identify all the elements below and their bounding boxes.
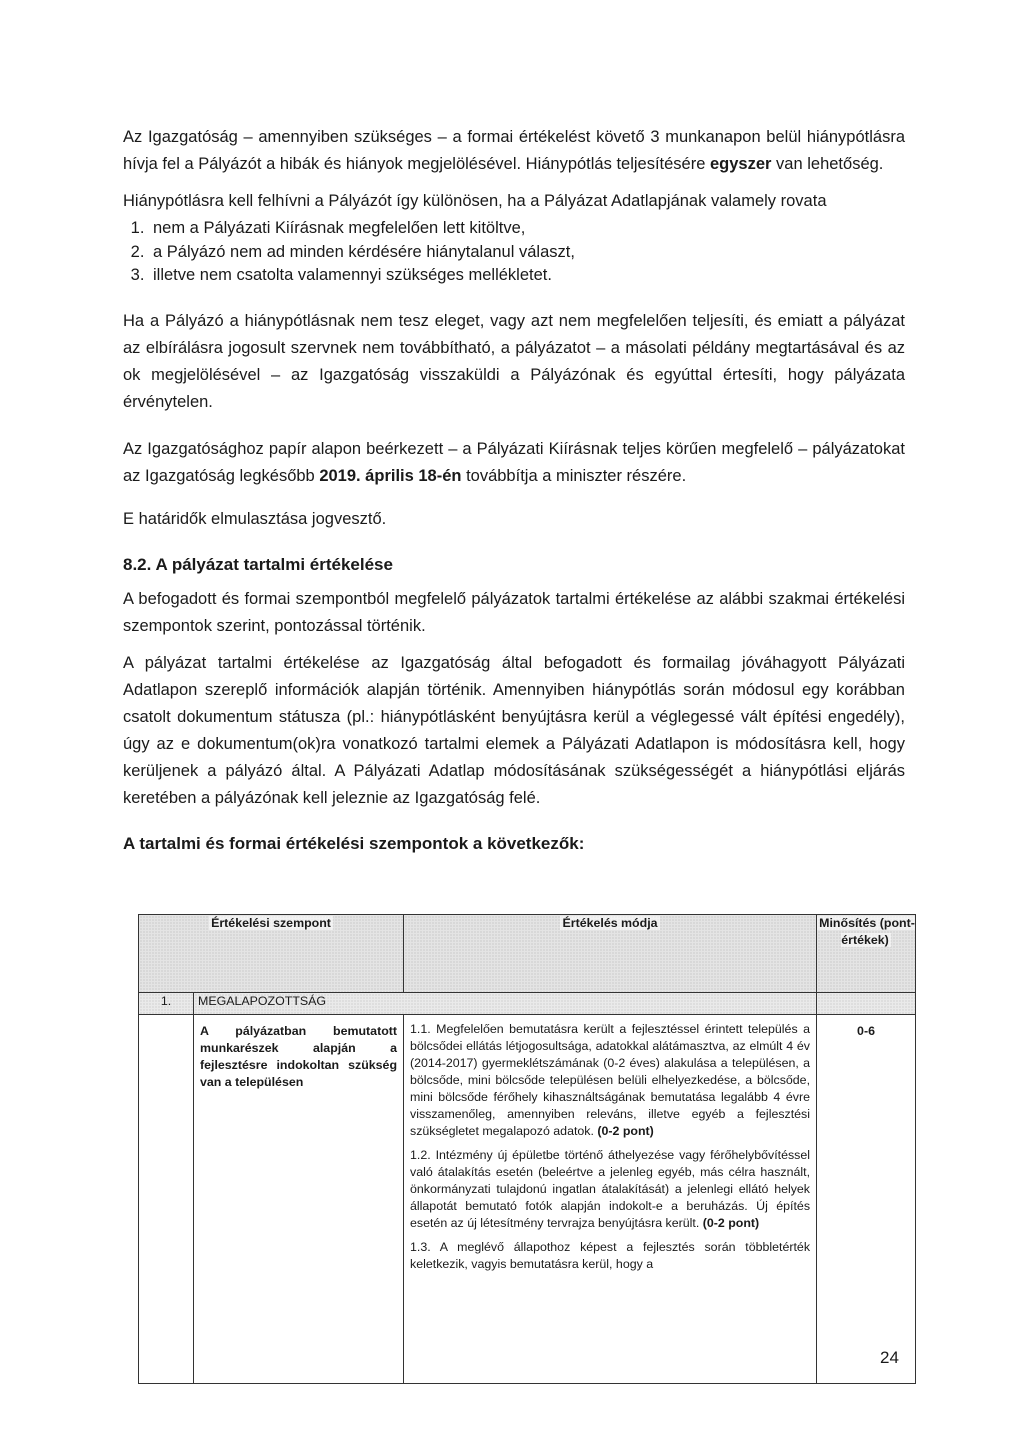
- method-item: 1.2. Intézmény új épületbe történő áthelyezése vagy férőhelybővítéssel való átalakítás esetén (beleértve a jelenleg egyéb, más célra használt, önkormányzati tulajdonú ingatlan átalakítását) a jelenlegi ellátó helyek állapotát bemutató fotók alapján indokolt-e a beruházás. Új építés esetén az új létesítmény tervrajza benyújtásra került. (0-2 pont): [410, 1148, 811, 1230]
- table-section-row: [139, 993, 916, 1015]
- paragraph-evaluation-intro: A befogadott és formai szempontból megfelelő pályázatok tartalmi értékelése az alábbi szakmai értékelési szempontok szerint, pontozással történik.: [123, 589, 905, 635]
- paragraph-deficiency-cases: Hiánypótlásra kell felhívni a Pályázót így különösen, ha a Pályázat Adatlapjának valamely rovata: [123, 192, 827, 210]
- paragraph-evaluation-basis: A pályázat tartalmi értékelése az Igazgatóság által befogadott és formailag jóváhagyott Pályázati Adatlapon szereplő információk alapján történik. Amennyiben hiánypótlás során módosul egy korábban csatolt dokumentum státusza (pl.: hiánypótlásként benyújtásra kerül a véglegessé vált építési engedély), úgy az e dokumentum(ok)ra vonatkozó tartalmi elemek a Pályázati Adatlapon is módosításra kell, hogy kerüljenek a pályázó által. A Pályázati Adatlap módosításának szükségességét a hiánypótlási eljárás keretében a pályázónak kell jeleznie az Igazgatóság felé.: [123, 653, 905, 807]
- section-row-number: 1.: [139, 993, 194, 1015]
- section-title: A pályázat tartalmi értékelése: [155, 554, 393, 574]
- criterion-cell: A pályázatban bemutatott munkarészek alapján a fejlesztésre indokoltan szükség van a településen: [194, 1015, 404, 1384]
- paragraph-invalid-application: Ha a Pályázó a hiánypótlásnak nem tesz eleget, vagy azt nem megfelelően teljesíti, és emiatt a pályázat az elbírálásra jogosult szervnek nem továbbítható, a pályázatot – a másolati példány megtartásával és az ok megjelölésével – az Igazgatóság visszaküldi a Pályázónak és egyúttal értesíti, hogy pályázata érvénytelen.: [123, 311, 905, 411]
- page-number: 24: [880, 1348, 899, 1367]
- header-method: Értékelés módja: [404, 915, 817, 993]
- section-heading: [123, 551, 905, 578]
- document-body: [123, 124, 905, 857]
- score-cell: 0-6: [817, 1015, 916, 1384]
- paragraph-deficiency-call: Az Igazgatóság – amennyiben szükséges – a formai értékelést követő 3 munkanapon belül hiánypótlásra hívja fel a Pályázót a hibák és hiányok megjelölésével. Hiánypótlás teljesítésére egyszer van lehetőség.: [123, 128, 905, 173]
- evaluation-criteria-table: [138, 914, 916, 1384]
- criteria-heading: A tartalmi és formai értékelési szempontok a következők:: [123, 833, 585, 853]
- header-criterion: Értékelési szempont: [139, 915, 404, 993]
- paragraph-deadline-forfeit: E határidők elmulasztása jogvesztő.: [123, 509, 387, 528]
- list-item: 1. nem a Pályázati Kiírásnak megfelelően lett kitöltve,: [149, 217, 905, 241]
- list-item: 3. illetve nem csatolta valamennyi szükséges mellékletet.: [149, 264, 905, 288]
- method-cell: [404, 1015, 817, 1384]
- header-rating: Minősítés (pont-értékek): [817, 915, 916, 993]
- section-number: 8.2.: [123, 554, 152, 574]
- section-row-title: MEGALAPOZOTTSÁG: [194, 993, 817, 1015]
- method-item: 1.1. Megfelelően bemutatásra került a fejlesztéssel érintett település a bölcsődei ellátás létjogosultsága, adatokkal alátámasztva, az elmúlt 4 év (2014-2017) gyermeklétszámának (0-2 éves) alakulása a településen, a bölcsőde, mini bölcsőde településen belüli elhelyezkedése, a bölcsőde, mini bölcsőde férőhely kihasználtságának bemutatása legalább 4 évre visszamenőleg, amennyiben releváns, illetve egyéb a fejlesztési szükségletet megalapozó adatok. (0-2 pont): [410, 1022, 811, 1138]
- method-item: 1.3. A meglévő állapothoz képest a fejlesztés során többletérték keletkezik, vagyis bemutatásra kerül, hogy a: [410, 1240, 811, 1271]
- table-row: [139, 1015, 916, 1384]
- list-item: 2. a Pályázó nem ad minden kérdésére hiánytalanul választ,: [149, 241, 905, 265]
- deficiency-list: [123, 217, 905, 288]
- paragraph-forwarding-deadline: Az Igazgatósághoz papír alapon beérkezett – a Pályázati Kiírásnak teljes körűen megfelelő – pályázatokat az Igazgatóság legkésőbb 2019. április 18-én továbbítja a miniszter részére.: [123, 439, 905, 485]
- table-header-row: [139, 915, 916, 993]
